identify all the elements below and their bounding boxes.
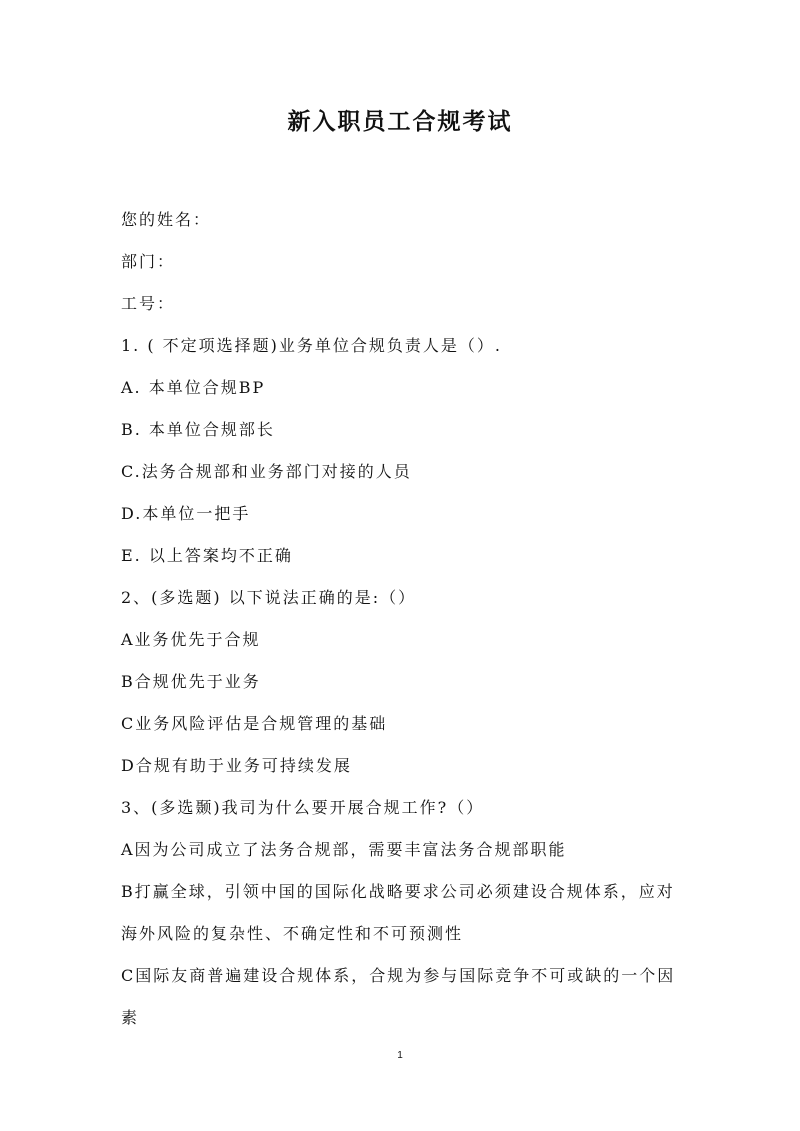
question-2-option-c: C业务风险评估是合规管理的基础 — [121, 714, 388, 733]
question-2-stem: 2、(多选题) 以下说法正确的是:（） — [121, 588, 417, 607]
question-1-option-c: C.法务合规部和业务部门对接的人员 — [121, 462, 412, 481]
question-3-option-c: C国际友商普遍建设合规体系，合规为参与国际竞争不可或缺的一个因素 — [121, 966, 676, 1027]
question-1-option-a: A. 本单位合规BP — [121, 378, 266, 397]
document-body — [121, 199, 691, 1039]
question-2-option-b: B合规优先于业务 — [121, 672, 261, 691]
question-1-option-e: E. 以上答案均不正确 — [121, 546, 293, 565]
document-title: 新入职员工合规考试 — [287, 109, 513, 135]
employee-id-field-label: 工号： — [121, 294, 176, 313]
question-3-option-b: B打赢全球，引领中国的国际化战略要求公司必须建设合规体系，应对海外风险的复杂性、不确定性和不可预测性 — [121, 882, 675, 943]
question-1-stem: 1. ( 不定项选择题)业务单位合规负责人是（）. — [121, 336, 503, 355]
name-field-label: 您的姓名： — [121, 210, 212, 229]
department-field-label: 部门： — [121, 252, 176, 271]
question-2-option-d: D合规有助于业务可持续发展 — [121, 756, 352, 775]
page-number: 1 — [397, 1050, 403, 1061]
question-3-option-a: A因为公司成立了法务合规部，需要丰富法务合规部职能 — [121, 840, 567, 859]
question-1-option-b: B. 本单位合规部长 — [121, 420, 275, 439]
question-1-option-d: D.本单位一把手 — [121, 504, 251, 523]
question-3-stem: 3、(多选颞)我司为什么要开展合规工作?（） — [121, 798, 485, 817]
question-2-option-a: A业务优先于合规 — [121, 630, 261, 649]
